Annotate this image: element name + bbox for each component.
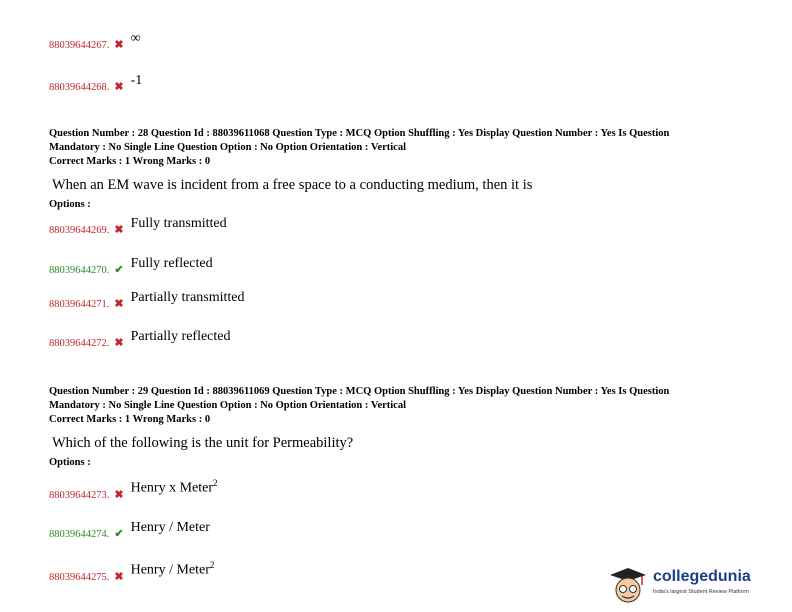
option-id: 88039644270. (49, 265, 110, 276)
wrong-mark-icon: ✖ (114, 570, 124, 583)
option-id: 88039644269. (49, 225, 110, 236)
option-row (49, 478, 218, 503)
option-text: Fully reflected (130, 256, 213, 271)
option-row (49, 31, 141, 53)
option-row (49, 73, 143, 95)
question-text: When an EM wave is incident from a free space to a conducting medium, then it is (52, 177, 533, 193)
option-text: Fully transmitted (130, 216, 227, 231)
options-label: Options : (49, 199, 91, 210)
option-text (131, 560, 215, 579)
collegedunia-logo (606, 565, 786, 605)
wrong-mark-icon: ✖ (114, 81, 124, 93)
superscript: 2 (213, 478, 218, 488)
logo-wordmark: collegedunia (653, 568, 751, 585)
question-meta-line: Mandatory : No Single Line Question Option : No Option Orientation : Vertical (49, 142, 407, 153)
option-row (49, 256, 213, 278)
question-marks: Correct Marks : 1 Wrong Marks : 0 (49, 414, 211, 425)
option-text: Partially reflected (130, 329, 231, 344)
wrong-mark-icon: ✖ (114, 39, 124, 51)
wrong-mark-icon: ✖ (114, 337, 124, 349)
options-label: Options : (49, 457, 91, 468)
option-id: 88039644275. (49, 571, 110, 583)
question-meta (49, 127, 749, 169)
option-id: 88039644267. (49, 40, 110, 51)
superscript: 2 (209, 560, 215, 570)
option-text: -1 (130, 73, 143, 88)
question-meta-line: Question Number : 28 Question Id : 88039611068 Question Type : MCQ Option Shuffling : Yes Display Question Number : Yes Is Question (49, 128, 670, 139)
wrong-mark-icon: ✖ (114, 298, 124, 310)
option-id: 88039644271. (49, 299, 110, 310)
question-meta-line: Mandatory : No Single Line Question Option : No Option Orientation : Vertical (49, 400, 407, 411)
mascot-icon (606, 565, 650, 605)
logo-tagline: India's largest Student Review Platform (653, 589, 749, 595)
question-text: Which of the following is the unit for Permeability? (52, 435, 354, 451)
question-meta (49, 385, 749, 427)
option-text: Partially transmitted (130, 290, 245, 305)
option-row (49, 329, 231, 351)
wrong-mark-icon: ✖ (114, 224, 124, 236)
correct-check-icon: ✔ (114, 528, 124, 540)
option-id: 88039644274. (49, 529, 110, 540)
option-row (49, 560, 215, 585)
option-row (49, 216, 227, 238)
option-text: Henry / Meter (130, 520, 210, 535)
option-text-main: Henry / Meter (130, 562, 210, 578)
question-meta-line: Question Number : 29 Question Id : 88039611069 Question Type : MCQ Option Shuffling : Yes Display Question Number : Yes Is Question (49, 386, 670, 397)
correct-check-icon: ✔ (114, 264, 124, 276)
option-id: 88039644273. (49, 489, 110, 501)
option-text: ∞ (130, 31, 141, 46)
option-id: 88039644272. (49, 338, 110, 349)
wrong-mark-icon: ✖ (114, 488, 124, 501)
question-marks: Correct Marks : 1 Wrong Marks : 0 (49, 156, 211, 167)
option-row (49, 520, 210, 542)
option-text (131, 478, 218, 497)
option-id: 88039644268. (49, 82, 110, 93)
option-row (49, 290, 245, 312)
option-text-main: Henry x Meter (130, 480, 214, 496)
